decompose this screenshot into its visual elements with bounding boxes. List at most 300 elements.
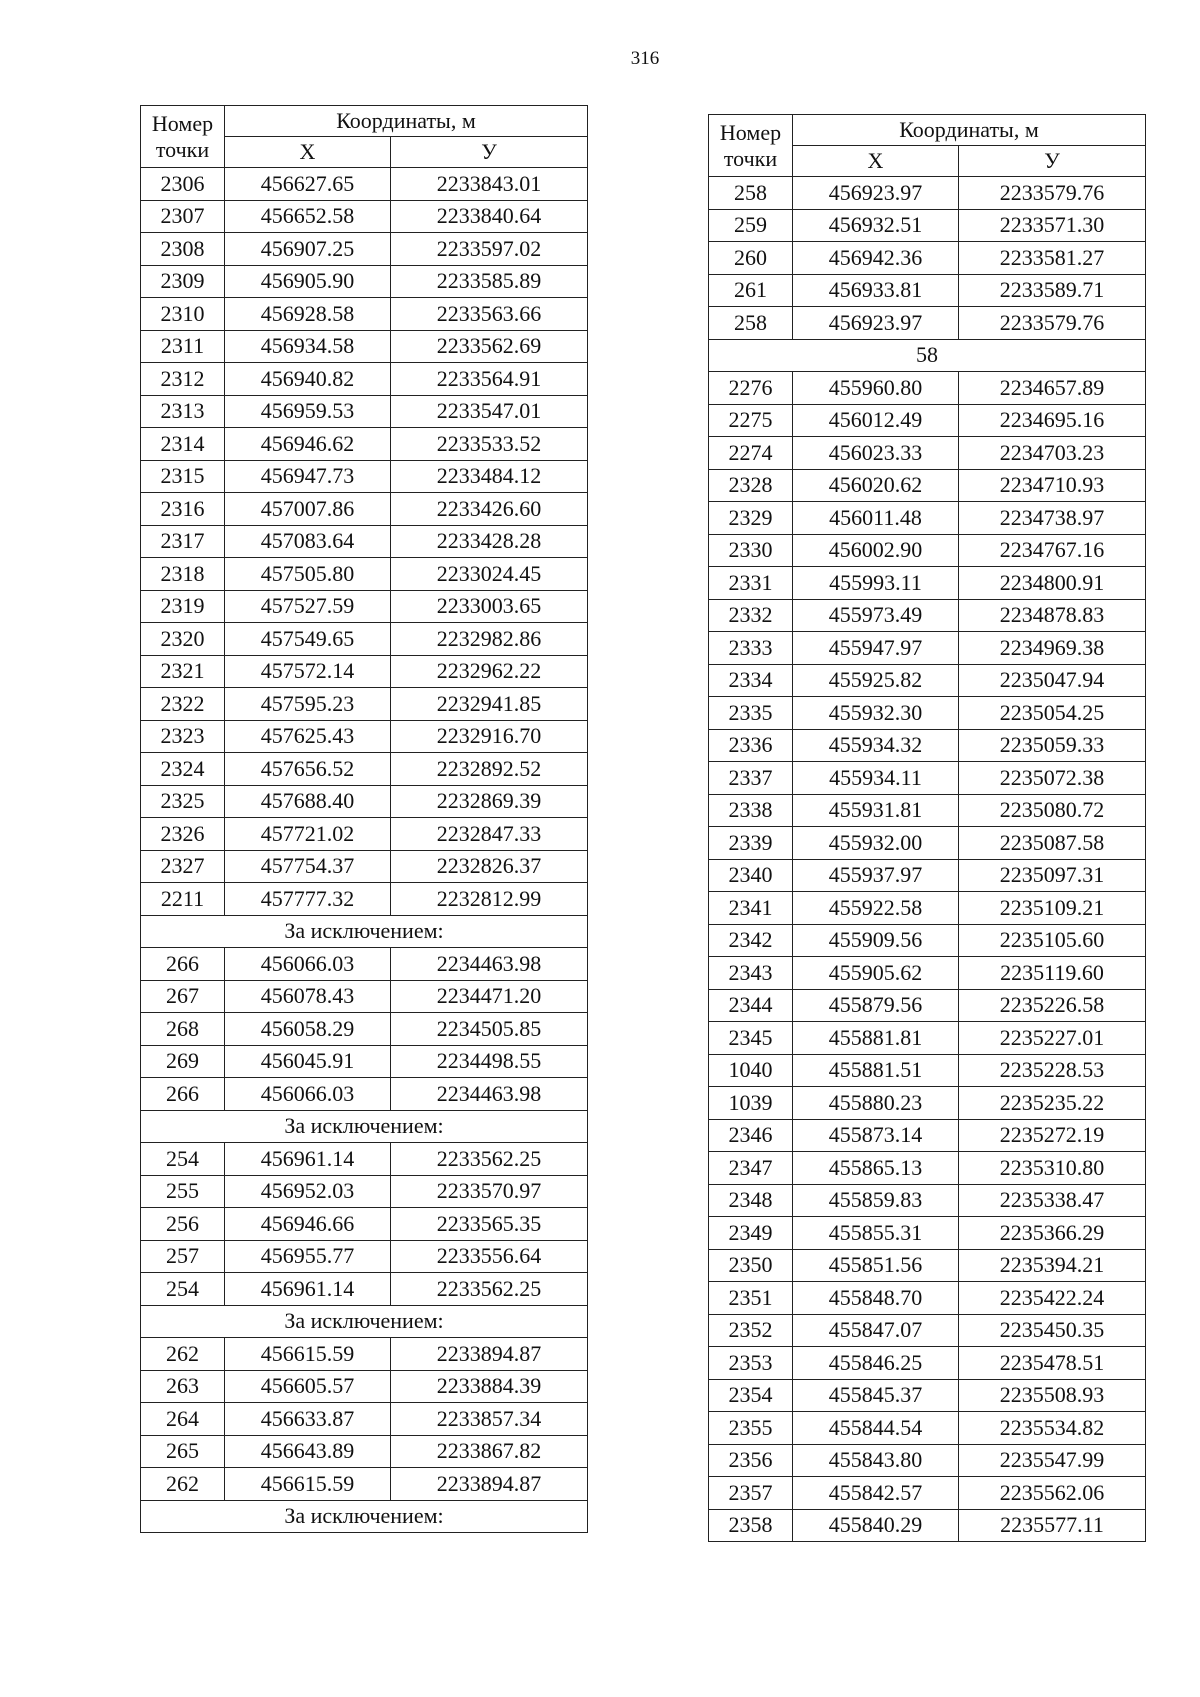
point-number-cell: 2353	[709, 1347, 793, 1380]
point-number-cell: 266	[141, 948, 225, 981]
point-number-cell: 265	[141, 1435, 225, 1468]
x-coordinate-cell: 457777.32	[225, 883, 391, 916]
table-row	[141, 1045, 588, 1078]
x-coordinate-cell: 456932.51	[793, 209, 959, 242]
x-coordinate-cell: 455937.97	[793, 859, 959, 892]
x-coordinate-cell: 455934.11	[793, 762, 959, 795]
table-row	[141, 850, 588, 883]
point-number-cell: 2339	[709, 827, 793, 860]
point-number-cell: 2332	[709, 599, 793, 632]
x-coordinate-cell: 457721.02	[225, 818, 391, 851]
x-coordinate-cell: 456946.62	[225, 428, 391, 461]
point-number-cell: 2314	[141, 428, 225, 461]
x-coordinate-cell: 455909.56	[793, 924, 959, 957]
y-coordinate-cell: 2233563.66	[391, 298, 588, 331]
x-coordinate-cell: 455846.25	[793, 1347, 959, 1380]
y-coordinate-cell: 2232812.99	[391, 883, 588, 916]
y-coordinate-cell: 2235059.33	[959, 729, 1146, 762]
y-coordinate-cell: 2234767.16	[959, 534, 1146, 567]
point-number-cell: 2333	[709, 632, 793, 665]
header-x: X	[225, 137, 391, 168]
x-coordinate-cell: 455840.29	[793, 1509, 959, 1542]
point-number-cell: 2357	[709, 1477, 793, 1510]
y-coordinate-cell: 2233857.34	[391, 1403, 588, 1436]
point-number-cell: 268	[141, 1013, 225, 1046]
page-number: 316	[630, 48, 660, 69]
x-coordinate-cell: 456012.49	[793, 404, 959, 437]
header-coordinates: Координаты, м	[793, 115, 1146, 146]
y-coordinate-cell: 2233843.01	[391, 168, 588, 201]
table-row	[141, 623, 588, 656]
point-number-cell: 256	[141, 1208, 225, 1241]
y-coordinate-cell: 2235227.01	[959, 1022, 1146, 1055]
table-row	[141, 1175, 588, 1208]
y-coordinate-cell: 2232916.70	[391, 720, 588, 753]
y-coordinate-cell: 2234505.85	[391, 1013, 588, 1046]
y-coordinate-cell: 2235235.22	[959, 1087, 1146, 1120]
y-coordinate-cell: 2235097.31	[959, 859, 1146, 892]
point-number-cell: 2211	[141, 883, 225, 916]
x-coordinate-cell: 456023.33	[793, 437, 959, 470]
table-row	[141, 1013, 588, 1046]
y-coordinate-cell: 2233579.76	[959, 307, 1146, 340]
table-row	[709, 989, 1146, 1022]
table-row	[141, 233, 588, 266]
y-coordinate-cell: 2232892.52	[391, 753, 588, 786]
table-row	[709, 632, 1146, 665]
y-coordinate-cell: 2235508.93	[959, 1379, 1146, 1412]
x-coordinate-cell: 455847.07	[793, 1314, 959, 1347]
x-coordinate-cell: 455859.83	[793, 1184, 959, 1217]
point-number-cell: 257	[141, 1240, 225, 1273]
x-coordinate-cell: 455844.54	[793, 1412, 959, 1445]
table-row	[141, 363, 588, 396]
y-coordinate-cell: 2235394.21	[959, 1249, 1146, 1282]
y-coordinate-cell: 2232869.39	[391, 785, 588, 818]
table-row	[141, 818, 588, 851]
table-row	[141, 1078, 588, 1111]
point-number-cell: 2350	[709, 1249, 793, 1282]
table-row	[709, 1477, 1146, 1510]
y-coordinate-cell: 2235054.25	[959, 697, 1146, 730]
y-coordinate-cell: 2234463.98	[391, 948, 588, 981]
table-body-left	[141, 168, 588, 1533]
table-row	[141, 688, 588, 721]
x-coordinate-cell: 457572.14	[225, 655, 391, 688]
section-row	[141, 1305, 588, 1338]
y-coordinate-cell: 2232962.22	[391, 655, 588, 688]
x-coordinate-cell: 456907.25	[225, 233, 391, 266]
y-coordinate-cell: 2233585.89	[391, 265, 588, 298]
header-x: X	[793, 146, 959, 177]
point-number-cell: 2321	[141, 655, 225, 688]
y-coordinate-cell: 2235105.60	[959, 924, 1146, 957]
table-row	[709, 469, 1146, 502]
table-row	[709, 1509, 1146, 1542]
section-label: За исключением:	[141, 1500, 588, 1533]
point-number-cell: 2309	[141, 265, 225, 298]
table-row	[709, 307, 1146, 340]
x-coordinate-cell: 456923.97	[793, 177, 959, 210]
table-row	[709, 1249, 1146, 1282]
x-coordinate-cell: 456652.58	[225, 200, 391, 233]
table-row	[141, 1435, 588, 1468]
point-number-cell: 262	[141, 1468, 225, 1501]
point-number-cell: 1040	[709, 1054, 793, 1087]
table-row	[709, 1444, 1146, 1477]
point-number-cell: 2306	[141, 168, 225, 201]
x-coordinate-cell: 457007.86	[225, 493, 391, 526]
x-coordinate-cell: 456946.66	[225, 1208, 391, 1241]
table-row	[709, 1022, 1146, 1055]
y-coordinate-cell: 2235534.82	[959, 1412, 1146, 1445]
section-row	[141, 1500, 588, 1533]
table-row	[709, 827, 1146, 860]
table-row	[709, 1282, 1146, 1315]
y-coordinate-cell: 2233597.02	[391, 233, 588, 266]
x-coordinate-cell: 456923.97	[793, 307, 959, 340]
y-coordinate-cell: 2233484.12	[391, 460, 588, 493]
point-number-cell: 2351	[709, 1282, 793, 1315]
point-number-cell: 254	[141, 1273, 225, 1306]
table-row	[141, 948, 588, 981]
table-row	[141, 753, 588, 786]
header-coordinates: Координаты, м	[225, 106, 588, 137]
point-number-cell: 263	[141, 1370, 225, 1403]
point-number-cell: 2313	[141, 395, 225, 428]
point-number-cell: 2345	[709, 1022, 793, 1055]
table-row	[709, 859, 1146, 892]
point-number-cell: 2343	[709, 957, 793, 990]
table-row	[141, 558, 588, 591]
y-coordinate-cell: 2235450.35	[959, 1314, 1146, 1347]
y-coordinate-cell: 2233003.65	[391, 590, 588, 623]
point-number-cell: 262	[141, 1338, 225, 1371]
point-number-cell: 255	[141, 1175, 225, 1208]
table-row	[141, 168, 588, 201]
x-coordinate-cell: 456928.58	[225, 298, 391, 331]
x-coordinate-cell: 456633.87	[225, 1403, 391, 1436]
table-row	[709, 892, 1146, 925]
table-row	[709, 1087, 1146, 1120]
point-number-cell: 2317	[141, 525, 225, 558]
table-row	[709, 1314, 1146, 1347]
y-coordinate-cell: 2234703.23	[959, 437, 1146, 470]
x-coordinate-cell: 455879.56	[793, 989, 959, 1022]
table-row	[141, 428, 588, 461]
point-number-cell: 2342	[709, 924, 793, 957]
header-point-number: Номер точки	[141, 106, 225, 168]
table-row	[141, 1143, 588, 1176]
y-coordinate-cell: 2235338.47	[959, 1184, 1146, 1217]
table-row	[709, 534, 1146, 567]
x-coordinate-cell: 455842.57	[793, 1477, 959, 1510]
table-row	[709, 794, 1146, 827]
point-number-cell: 2307	[141, 200, 225, 233]
y-coordinate-cell: 2234695.16	[959, 404, 1146, 437]
point-number-cell: 2337	[709, 762, 793, 795]
y-coordinate-cell: 2233562.25	[391, 1273, 588, 1306]
point-number-cell: 2322	[141, 688, 225, 721]
y-coordinate-cell: 2234738.97	[959, 502, 1146, 535]
point-number-cell: 2340	[709, 859, 793, 892]
x-coordinate-cell: 455973.49	[793, 599, 959, 632]
point-number-cell: 2346	[709, 1119, 793, 1152]
point-number-cell: 2347	[709, 1152, 793, 1185]
x-coordinate-cell: 456615.59	[225, 1468, 391, 1501]
point-number-cell: 2315	[141, 460, 225, 493]
x-coordinate-cell: 456058.29	[225, 1013, 391, 1046]
table-row	[709, 502, 1146, 535]
x-coordinate-cell: 456066.03	[225, 1078, 391, 1111]
point-number-cell: 2330	[709, 534, 793, 567]
x-coordinate-cell: 456643.89	[225, 1435, 391, 1468]
x-coordinate-cell: 456961.14	[225, 1143, 391, 1176]
x-coordinate-cell: 456011.48	[793, 502, 959, 535]
x-coordinate-cell: 456045.91	[225, 1045, 391, 1078]
y-coordinate-cell: 2233426.60	[391, 493, 588, 526]
x-coordinate-cell: 455922.58	[793, 892, 959, 925]
point-number-cell: 2327	[141, 850, 225, 883]
x-coordinate-cell: 455851.56	[793, 1249, 959, 1282]
point-number-cell: 2341	[709, 892, 793, 925]
x-coordinate-cell: 457754.37	[225, 850, 391, 883]
y-coordinate-cell: 2235577.11	[959, 1509, 1146, 1542]
y-coordinate-cell: 2235562.06	[959, 1477, 1146, 1510]
table-row	[709, 1184, 1146, 1217]
point-number-cell: 259	[709, 209, 793, 242]
point-number-cell: 1039	[709, 1087, 793, 1120]
table-row	[709, 1347, 1146, 1380]
table-row	[141, 265, 588, 298]
table-row	[709, 1412, 1146, 1445]
x-coordinate-cell: 456002.90	[793, 534, 959, 567]
y-coordinate-cell: 2235272.19	[959, 1119, 1146, 1152]
point-number-cell: 2344	[709, 989, 793, 1022]
y-coordinate-cell: 2232982.86	[391, 623, 588, 656]
point-number-cell: 260	[709, 242, 793, 275]
x-coordinate-cell: 455932.30	[793, 697, 959, 730]
x-coordinate-cell: 456605.57	[225, 1370, 391, 1403]
y-coordinate-cell: 2233024.45	[391, 558, 588, 591]
x-coordinate-cell: 455934.32	[793, 729, 959, 762]
x-coordinate-cell: 456066.03	[225, 948, 391, 981]
section-label: За исключением:	[141, 1305, 588, 1338]
table-row	[709, 924, 1146, 957]
table-row	[141, 395, 588, 428]
y-coordinate-cell: 2234498.55	[391, 1045, 588, 1078]
x-coordinate-cell: 456020.62	[793, 469, 959, 502]
table-body-right	[709, 177, 1146, 1542]
x-coordinate-cell: 456905.90	[225, 265, 391, 298]
y-coordinate-cell: 2232847.33	[391, 818, 588, 851]
table-row	[141, 525, 588, 558]
x-coordinate-cell: 456934.58	[225, 330, 391, 363]
x-coordinate-cell: 456952.03	[225, 1175, 391, 1208]
point-number-cell: 2310	[141, 298, 225, 331]
x-coordinate-cell: 456959.53	[225, 395, 391, 428]
table-row	[141, 590, 588, 623]
y-coordinate-cell: 2232826.37	[391, 850, 588, 883]
x-coordinate-cell: 455865.13	[793, 1152, 959, 1185]
y-coordinate-cell: 2235547.99	[959, 1444, 1146, 1477]
table-row	[141, 460, 588, 493]
x-coordinate-cell: 455881.81	[793, 1022, 959, 1055]
table-row	[141, 1208, 588, 1241]
x-coordinate-cell: 455881.51	[793, 1054, 959, 1087]
section-label: За исключением:	[141, 915, 588, 948]
y-coordinate-cell: 2233556.64	[391, 1240, 588, 1273]
point-number-cell: 264	[141, 1403, 225, 1436]
table-row	[141, 200, 588, 233]
y-coordinate-cell: 2235228.53	[959, 1054, 1146, 1087]
section-label: 58	[709, 339, 1146, 372]
table-row	[709, 404, 1146, 437]
y-coordinate-cell: 2233562.25	[391, 1143, 588, 1176]
x-coordinate-cell: 456627.65	[225, 168, 391, 201]
y-coordinate-cell: 2235310.80	[959, 1152, 1146, 1185]
table-row	[141, 1370, 588, 1403]
table-row	[709, 372, 1146, 405]
table-row	[141, 298, 588, 331]
y-coordinate-cell: 2233589.71	[959, 274, 1146, 307]
table-row	[709, 957, 1146, 990]
table-row	[141, 655, 588, 688]
table-row	[141, 330, 588, 363]
y-coordinate-cell: 2233884.39	[391, 1370, 588, 1403]
y-coordinate-cell: 2234657.89	[959, 372, 1146, 405]
y-coordinate-cell: 2233867.82	[391, 1435, 588, 1468]
x-coordinate-cell: 457527.59	[225, 590, 391, 623]
table-row	[141, 785, 588, 818]
table-row	[141, 1338, 588, 1371]
header-y: У	[391, 137, 588, 168]
table-row	[709, 1054, 1146, 1087]
section-label: За исключением:	[141, 1110, 588, 1143]
x-coordinate-cell: 456615.59	[225, 1338, 391, 1371]
x-coordinate-cell: 455932.00	[793, 827, 959, 860]
y-coordinate-cell: 2233579.76	[959, 177, 1146, 210]
x-coordinate-cell: 457549.65	[225, 623, 391, 656]
x-coordinate-cell: 455873.14	[793, 1119, 959, 1152]
coordinates-table-left	[140, 105, 588, 1533]
point-number-cell: 269	[141, 1045, 225, 1078]
table-row	[709, 567, 1146, 600]
point-number-cell: 2356	[709, 1444, 793, 1477]
y-coordinate-cell: 2233581.27	[959, 242, 1146, 275]
point-number-cell: 2320	[141, 623, 225, 656]
table-row	[709, 762, 1146, 795]
point-number-cell: 2355	[709, 1412, 793, 1445]
point-number-cell: 267	[141, 980, 225, 1013]
y-coordinate-cell: 2235226.58	[959, 989, 1146, 1022]
point-number-cell: 254	[141, 1143, 225, 1176]
table-row	[709, 209, 1146, 242]
point-number-cell: 2326	[141, 818, 225, 851]
y-coordinate-cell: 2234878.83	[959, 599, 1146, 632]
x-coordinate-cell: 457656.52	[225, 753, 391, 786]
table-row	[709, 177, 1146, 210]
point-number-cell: 2324	[141, 753, 225, 786]
x-coordinate-cell: 457083.64	[225, 525, 391, 558]
point-number-cell: 266	[141, 1078, 225, 1111]
coordinates-table-right	[708, 114, 1146, 1542]
table-row	[141, 1403, 588, 1436]
y-coordinate-cell: 2234463.98	[391, 1078, 588, 1111]
y-coordinate-cell: 2233565.35	[391, 1208, 588, 1241]
x-coordinate-cell: 457688.40	[225, 785, 391, 818]
point-number-cell: 261	[709, 274, 793, 307]
table-row	[709, 697, 1146, 730]
point-number-cell: 2354	[709, 1379, 793, 1412]
x-coordinate-cell: 456078.43	[225, 980, 391, 1013]
y-coordinate-cell: 2235109.21	[959, 892, 1146, 925]
y-coordinate-cell: 2233533.52	[391, 428, 588, 461]
x-coordinate-cell: 455855.31	[793, 1217, 959, 1250]
x-coordinate-cell: 456955.77	[225, 1240, 391, 1273]
x-coordinate-cell: 455845.37	[793, 1379, 959, 1412]
table-row	[709, 1379, 1146, 1412]
table-row	[709, 729, 1146, 762]
table-row	[709, 1152, 1146, 1185]
point-number-cell: 2331	[709, 567, 793, 600]
section-row	[709, 339, 1146, 372]
header-point-number: Номер точки	[709, 115, 793, 177]
point-number-cell: 258	[709, 177, 793, 210]
point-number-cell: 2334	[709, 664, 793, 697]
point-number-cell: 2312	[141, 363, 225, 396]
y-coordinate-cell: 2233571.30	[959, 209, 1146, 242]
table-row	[141, 980, 588, 1013]
table-row	[709, 242, 1146, 275]
point-number-cell: 2358	[709, 1509, 793, 1542]
point-number-cell: 2275	[709, 404, 793, 437]
point-number-cell: 2274	[709, 437, 793, 470]
point-number-cell: 2323	[141, 720, 225, 753]
table-row	[141, 493, 588, 526]
table-row	[141, 1468, 588, 1501]
y-coordinate-cell: 2235366.29	[959, 1217, 1146, 1250]
x-coordinate-cell: 455880.23	[793, 1087, 959, 1120]
x-coordinate-cell: 455947.97	[793, 632, 959, 665]
y-coordinate-cell: 2234969.38	[959, 632, 1146, 665]
point-number-cell: 2319	[141, 590, 225, 623]
y-coordinate-cell: 2233894.87	[391, 1338, 588, 1371]
point-number-cell: 2325	[141, 785, 225, 818]
table-row	[709, 1119, 1146, 1152]
x-coordinate-cell: 457505.80	[225, 558, 391, 591]
y-coordinate-cell: 2233894.87	[391, 1468, 588, 1501]
point-number-cell: 2348	[709, 1184, 793, 1217]
y-coordinate-cell: 2233840.64	[391, 200, 588, 233]
table-row	[709, 664, 1146, 697]
point-number-cell: 2335	[709, 697, 793, 730]
table-row	[141, 1273, 588, 1306]
section-row	[141, 915, 588, 948]
y-coordinate-cell: 2234710.93	[959, 469, 1146, 502]
table-row	[709, 599, 1146, 632]
y-coordinate-cell: 2234471.20	[391, 980, 588, 1013]
y-coordinate-cell: 2232941.85	[391, 688, 588, 721]
table-row	[141, 1240, 588, 1273]
y-coordinate-cell: 2235080.72	[959, 794, 1146, 827]
y-coordinate-cell: 2233547.01	[391, 395, 588, 428]
point-number-cell: 2308	[141, 233, 225, 266]
table-row	[709, 1217, 1146, 1250]
x-coordinate-cell: 455993.11	[793, 567, 959, 600]
x-coordinate-cell: 456942.36	[793, 242, 959, 275]
y-coordinate-cell: 2235119.60	[959, 957, 1146, 990]
